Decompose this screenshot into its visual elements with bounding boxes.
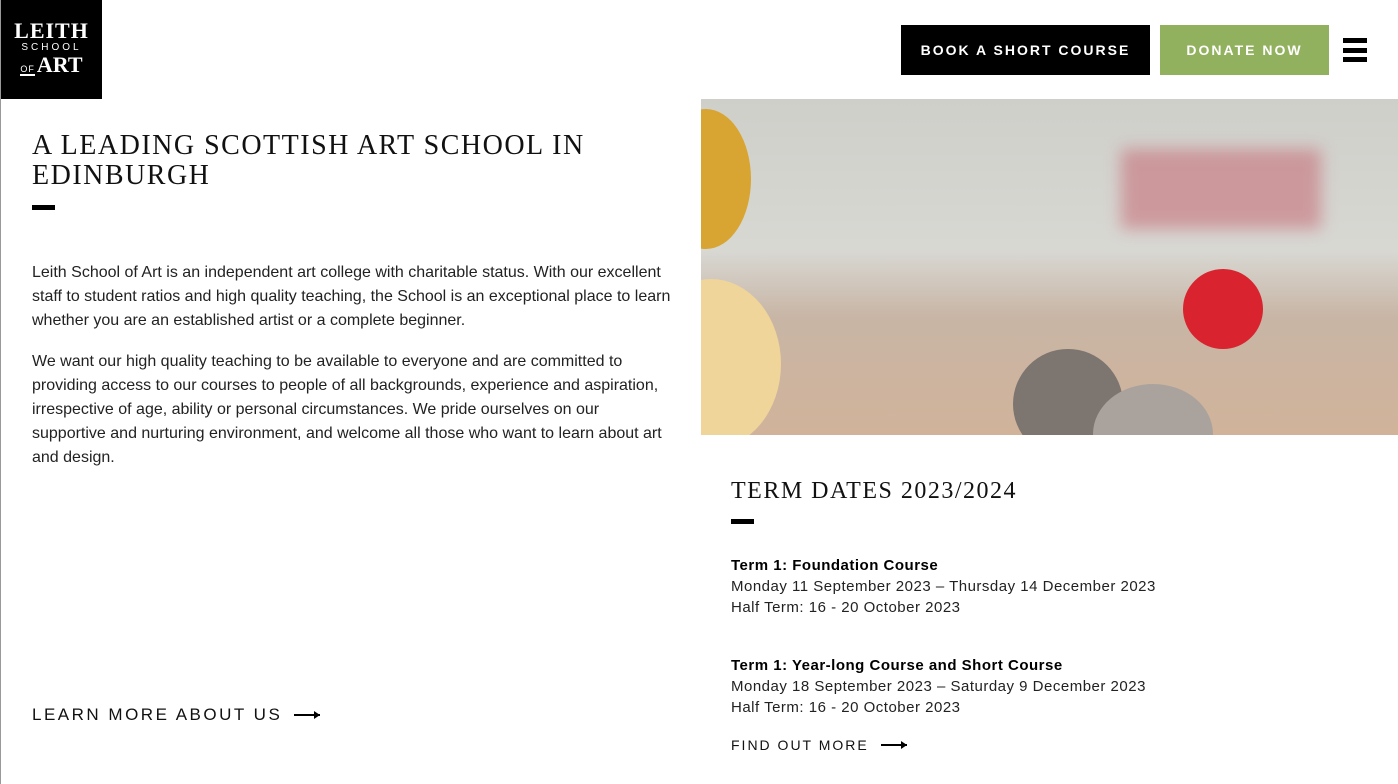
find-out-more-label: FIND OUT MORE bbox=[731, 737, 869, 753]
term-divider bbox=[731, 519, 754, 524]
learn-more-label: LEARN MORE ABOUT US bbox=[32, 705, 283, 724]
logo-line2: SCHOOL bbox=[21, 42, 82, 53]
logo-line3 bbox=[1, 54, 102, 80]
term-dates: Monday 11 September 2023 – Thursday 14 December 2023 bbox=[731, 578, 1156, 595]
term-dates-title: TERM DATES 2023/2024 bbox=[731, 478, 1018, 504]
term-half: Half Term: 16 - 20 October 2023 bbox=[731, 699, 961, 716]
page-title: A LEADING SCOTTISH ART SCHOOL IN EDINBURGH bbox=[32, 130, 585, 191]
term-heading: Term 1: Foundation Course bbox=[731, 557, 939, 574]
find-out-more-link[interactable] bbox=[731, 737, 907, 753]
book-short-course-button[interactable]: BOOK A SHORT COURSE bbox=[901, 25, 1150, 75]
logo[interactable] bbox=[1, 0, 102, 99]
learn-more-link[interactable] bbox=[32, 705, 320, 725]
logo-art: ART bbox=[36, 52, 83, 77]
term-item bbox=[731, 655, 1146, 718]
hero-image bbox=[701, 99, 1398, 435]
term-dates: Monday 18 September 2023 – Saturday 9 December 2023 bbox=[731, 678, 1146, 695]
logo-line1: LEITH bbox=[14, 18, 89, 43]
title-divider bbox=[32, 205, 55, 210]
term-item bbox=[731, 555, 1156, 618]
arrow-right-icon bbox=[294, 714, 320, 716]
arrow-right-icon bbox=[881, 744, 907, 746]
intro-text bbox=[32, 261, 672, 487]
intro-paragraph: We want our high quality teaching to be available to everyone and are committed to providing access to our courses to people of all backgrounds, experience and aspiration, irrespective of age, ability or personal circumstances. We pride ourselves on our supportive and nurturing environment, and welcome all those who want to learn about art and design. bbox=[32, 353, 662, 466]
term-heading: Term 1: Year-long Course and Short Course bbox=[731, 657, 1063, 674]
logo-of: OF bbox=[20, 64, 35, 74]
donate-now-button[interactable]: DONATE NOW bbox=[1160, 25, 1329, 75]
intro-paragraph: Leith School of Art is an independent art college with charitable status. With our excellent staff to student ratios and high quality teaching, the School is an exceptional place to learn whether you are an established artist or a complete beginner. bbox=[32, 264, 671, 329]
hamburger-menu-icon[interactable] bbox=[1343, 38, 1367, 62]
term-half: Half Term: 16 - 20 October 2023 bbox=[731, 599, 961, 616]
